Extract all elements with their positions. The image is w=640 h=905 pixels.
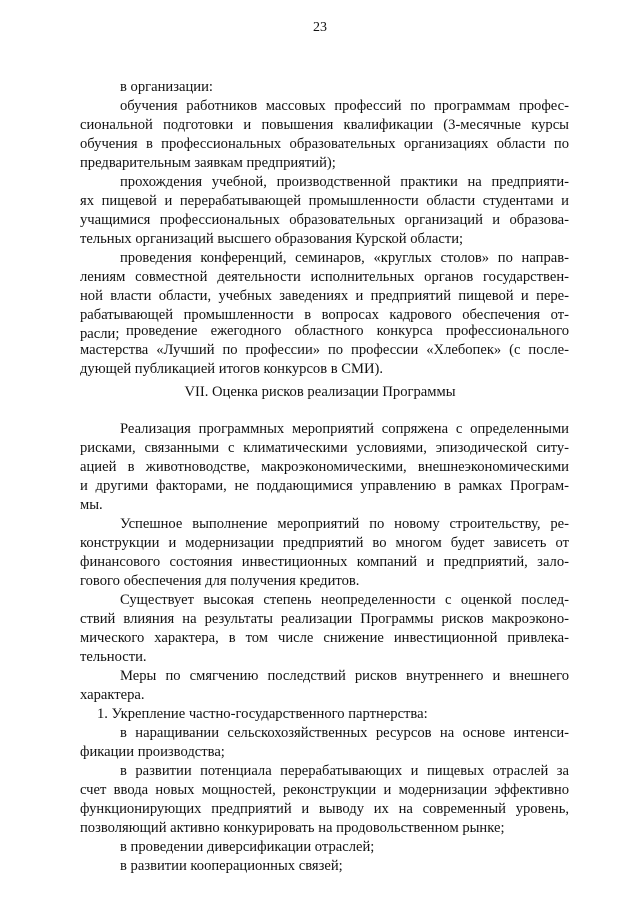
text-line: обучения работников массовых профессий по программам профес- xyxy=(120,98,569,114)
page-number: 23 xyxy=(313,20,327,35)
text-line: проведение ежегодного областного конкурса профессионального xyxy=(126,323,569,339)
text-line: расли; xyxy=(80,326,120,342)
text-line: в наращивании сельскохозяйственных ресурсов на основе интенси- xyxy=(120,725,569,741)
text-line: обучения в профессиональных образовательных организациях области по xyxy=(80,136,569,152)
text-line: Меры по смягчению последствий рисков внутреннего и внешнего xyxy=(120,668,569,684)
text-line: мастерства «Лучший по профессии» по профессии «Хлебопек» (с после- xyxy=(80,342,569,358)
text-line: и другими факторами, не поддающимися управлению в рамках Програм- xyxy=(80,478,569,494)
list-item: 1. Укрепление частно-государственного партнерства: xyxy=(97,706,428,722)
text-line: счет ввода новых мощностей, реконструкции и модернизации эффективно xyxy=(80,782,569,798)
text-line: Успешное выполнение мероприятий по новому строительству, ре- xyxy=(120,516,569,532)
text-line: в развитии кооперационных связей; xyxy=(120,858,343,874)
text-line: ной власти области, учебных заведениях и предприятий пищевой и пере- xyxy=(80,288,569,304)
text-line: дующей публикацией итогов конкурсов в СМИ). xyxy=(80,361,384,377)
text-line: характера. xyxy=(80,687,145,703)
text-line: в организации: xyxy=(120,79,213,95)
text-line: позволяющий активно конкурировать на продовольственном рынке; xyxy=(80,820,505,836)
text-line: ствий влияния на результаты реализации Программы рисков макроэконо- xyxy=(80,611,569,627)
text-line: в проведении диверсификации отраслей; xyxy=(120,839,375,855)
text-line: ях пищевой и перерабатывающей промышленности области студентами и xyxy=(80,193,569,209)
text-line: прохождения учебной, производственной практики на предприяти- xyxy=(120,174,569,190)
text-line: тельных организаций высшего образования Курской области; xyxy=(80,231,464,247)
text-line: сиональной подготовки и повышения квалификации (3-месячные курсы xyxy=(80,117,569,133)
text-line: ацией в животноводстве, макроэкономическими, внешнеэкономическими xyxy=(80,459,569,475)
text-line: в развитии потенциала перерабатывающих и пищевых отраслей за xyxy=(120,763,569,779)
text-line: Реализация программных мероприятий сопряжена с определенными xyxy=(120,421,569,437)
text-line: конструкции и модернизации предприятий во многом будет зависеть от xyxy=(80,535,569,551)
text-line: предварительным заявкам предприятий); xyxy=(80,155,336,171)
text-line: финансового состояния инвестиционных компаний и предприятий, зало- xyxy=(80,554,569,570)
text-line: Существует высокая степень неопределенности с оценкой послед- xyxy=(120,592,569,608)
text-line: тельности. xyxy=(80,649,147,665)
text-line: проведения конференций, семинаров, «круглых столов» по направ- xyxy=(120,250,569,266)
text-line: мы. xyxy=(80,497,103,513)
text-line: рисками, связанными с климатическими условиями, эпизодической ситу- xyxy=(80,440,569,456)
text-line: фикации производства; xyxy=(80,744,225,760)
text-line: гового обеспечения для получения кредитов. xyxy=(80,573,360,589)
text-line: функционирующих предприятий и выводу их на современный уровень, xyxy=(80,801,569,817)
text-line: мического характера, в том числе снижение инвестиционной привлека- xyxy=(80,630,569,646)
text-line: рабатывающей промышленности в вопросах кадрового обеспечения от- xyxy=(80,307,569,323)
text-line: учащимися профессиональных образовательных организаций и образова- xyxy=(80,212,569,228)
section-heading: VII. Оценка рисков реализации Программы xyxy=(184,384,456,400)
text-line: лениям совместной деятельности исполнительных органов государствен- xyxy=(80,269,569,285)
